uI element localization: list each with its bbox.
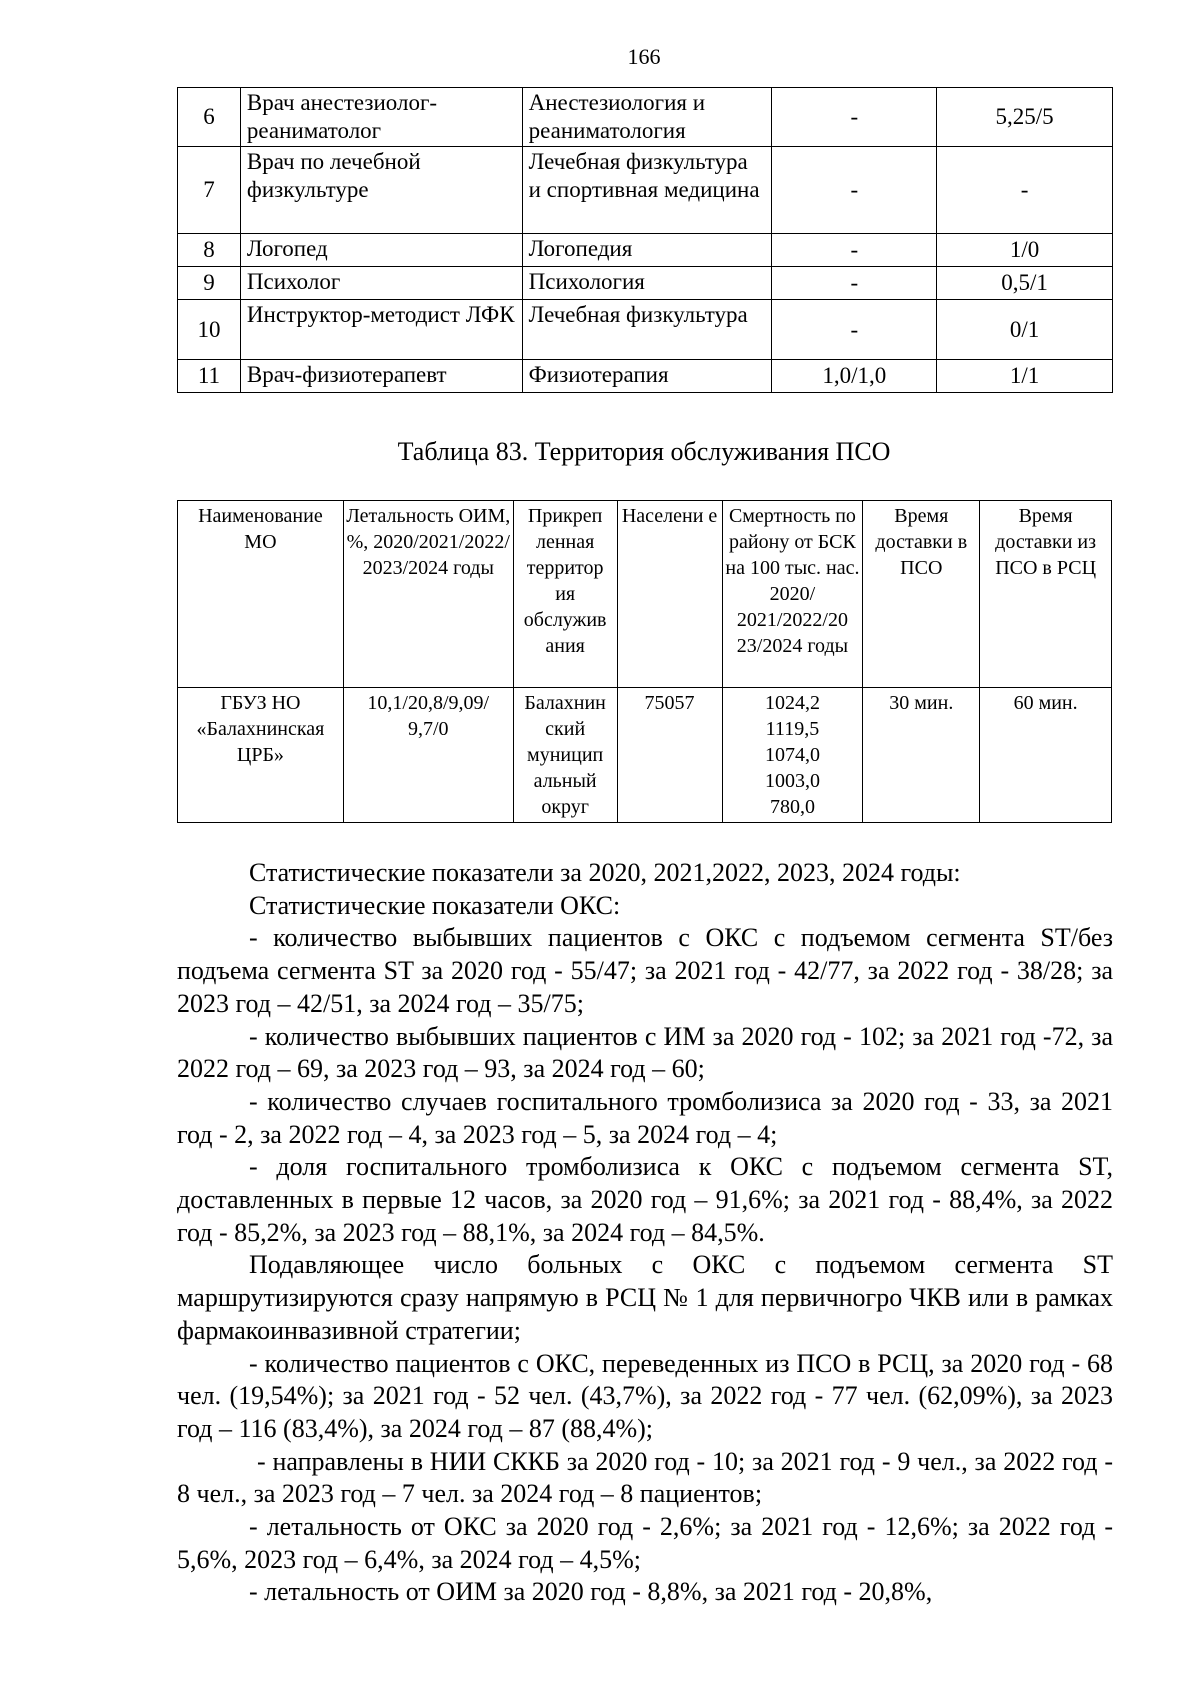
- cell-delivery-pso: 30 мин.: [863, 688, 980, 823]
- header-cell: Летальность ОИМ, %, 2020/2021/2022/ 2023/2024 годы: [343, 501, 513, 688]
- header-cell: Наименование МО: [178, 501, 344, 688]
- table-row: [178, 688, 1112, 823]
- value-cell: 1,0/1,0: [772, 360, 937, 393]
- cell-lethality: 10,1/20,8/9,09/ 9,7/0: [343, 688, 513, 823]
- row-number: 7: [178, 147, 241, 234]
- cell-mo-name: ГБУЗ НО «Балахнинская ЦРБ»: [178, 688, 344, 823]
- cell-territory: Балахнин ский муницип альный округ: [513, 688, 617, 823]
- position-cell: Врач анестезиолог-реаниматолог: [240, 88, 522, 147]
- staff-table: [177, 87, 1113, 393]
- mortality-value: 1074,0: [764, 744, 820, 766]
- header-cell: Время доставки из ПСО в РСЦ: [980, 501, 1112, 688]
- specialty-cell: Логопедия: [522, 234, 772, 267]
- mortality-value: 780,0: [769, 796, 815, 818]
- paragraph: Статистические показатели ОКС:: [249, 890, 621, 920]
- mortality-value: 1024,2: [764, 692, 820, 714]
- table-row: [178, 234, 1113, 267]
- row-number: 9: [178, 267, 241, 300]
- value-cell: 0,5/1: [937, 267, 1113, 300]
- position-cell: Психолог: [240, 267, 522, 300]
- pso-table: [177, 500, 1112, 823]
- paragraph: - количество выбывших пациентов с ОКС с подъемом сегмента ST/без подъема сегмента ST за 2020 год - 55/47; за 2021 год - 42/77, за 2022 год - 38/28; за 2023 год – 42/51, за 2024 год – 35/75;: [177, 923, 1113, 1018]
- position-cell: Инструктор-методист ЛФК: [240, 300, 522, 360]
- specialty-cell: Психология: [522, 267, 772, 300]
- header-cell: Время доставки в ПСО: [863, 501, 980, 688]
- table-row: [178, 300, 1113, 360]
- header-cell: Смертность по району от БСК на 100 тыс. нас. 2020/ 2021/2022/20 23/2024 годы: [722, 501, 863, 688]
- specialty-cell: Физиотерапия: [522, 360, 772, 393]
- table-header-row: [178, 501, 1112, 688]
- table-row: [178, 88, 1113, 147]
- table-row: [178, 267, 1113, 300]
- cell-delivery-rsc: 60 мин.: [980, 688, 1112, 823]
- cell-mortality: [722, 688, 863, 823]
- paragraph: - количество выбывших пациентов с ИМ за 2020 год - 102; за 2021 год -72, за 2022 год – 69, за 2023 год – 93, за 2024 год – 60;: [177, 1021, 1113, 1084]
- mortality-value: 1119,5: [765, 718, 820, 740]
- paragraph: - доля госпитального тромболизиса к ОКС с подъемом сегмента ST, доставленных в первые 12 часов, за 2020 год – 91,6%; за 2021 год - 88,4%, за 2022 год - 85,2%, за 2023 год – 88,1%, за 2024 год – 84,5%.: [177, 1152, 1113, 1247]
- value-cell: -: [772, 88, 937, 147]
- value-cell: 1/0: [937, 234, 1113, 267]
- row-number: 8: [178, 234, 241, 267]
- row-number: 6: [178, 88, 241, 147]
- value-cell: 0/1: [937, 300, 1113, 360]
- header-cell: Населени е: [617, 501, 722, 688]
- specialty-cell: Лечебная физкультура: [522, 300, 772, 360]
- table-row: [178, 360, 1113, 393]
- paragraph: - направлены в НИИ СККБ за 2020 год - 10; за 2021 год - 9 чел., за 2022 год - 8 чел., за 2023 год – 7 чел. за 2024 год – 8 пациентов;: [177, 1446, 1113, 1509]
- paragraph: Подавляющее число больных с ОКС с подъемом сегмента ST маршрутизируются сразу напрямую в РСЦ № 1 для первичногро ЧКВ или в рамках фармакоинвазивной стратегии;: [177, 1250, 1113, 1345]
- table-title: Таблица 83. Территория обслуживания ПСО: [397, 437, 891, 466]
- cell-population: 75057: [617, 688, 722, 823]
- value-cell: -: [772, 267, 937, 300]
- paragraph: - летальность от ОКС за 2020 год - 2,6%; за 2021 год - 12,6%; за 2022 год - 5,6%, 2023 год – 6,4%, за 2024 год – 4,5%;: [177, 1512, 1113, 1574]
- value-cell: 5,25/5: [937, 88, 1113, 147]
- position-cell: Врач по лечебной физкультуре: [240, 147, 522, 234]
- specialty-cell: Лечебная физкультура и спортивная медицина: [522, 147, 772, 234]
- row-number: 10: [178, 300, 241, 360]
- paragraph: - летальность от ОИМ за 2020 год - 8,8%, за 2021 год - 20,8%,: [249, 1577, 933, 1607]
- specialty-cell: Анестезиология и реаниматология: [522, 88, 772, 147]
- value-cell: 1/1: [937, 360, 1113, 393]
- paragraph: Статистические показатели за 2020, 2021,2022, 2023, 2024 годы:: [249, 858, 961, 887]
- paragraph: - количество случаев госпитального тромболизиса за 2020 год - 33, за 2021 год - 2, за 2022 год – 4, за 2023 год – 5, за 2024 год – 4;: [177, 1086, 1113, 1149]
- value-cell: -: [937, 147, 1113, 234]
- value-cell: -: [772, 147, 937, 234]
- page-number: 166: [627, 44, 661, 69]
- position-cell: Логопед: [240, 234, 522, 267]
- paragraph: - количество пациентов с ОКС, переведенных из ПСО в РСЦ, за 2020 год - 68 чел. (19,54%); за 2021 год - 52 чел. (43,7%), за 2022 год - 77 чел. (62,09%), за 2023 год – 116 (83,4%), за 2024 год – 87 (88,4%);: [177, 1348, 1113, 1443]
- header-cell: Прикреп ленная территор ия обслужив ания: [513, 501, 617, 688]
- value-cell: -: [772, 234, 937, 267]
- value-cell: -: [772, 300, 937, 360]
- mortality-value: 1003,0: [764, 770, 820, 792]
- row-number: 11: [178, 360, 241, 393]
- position-cell: Врач-физиотерапевт: [240, 360, 522, 393]
- body-text: [177, 857, 1113, 1609]
- table-row: [178, 147, 1113, 234]
